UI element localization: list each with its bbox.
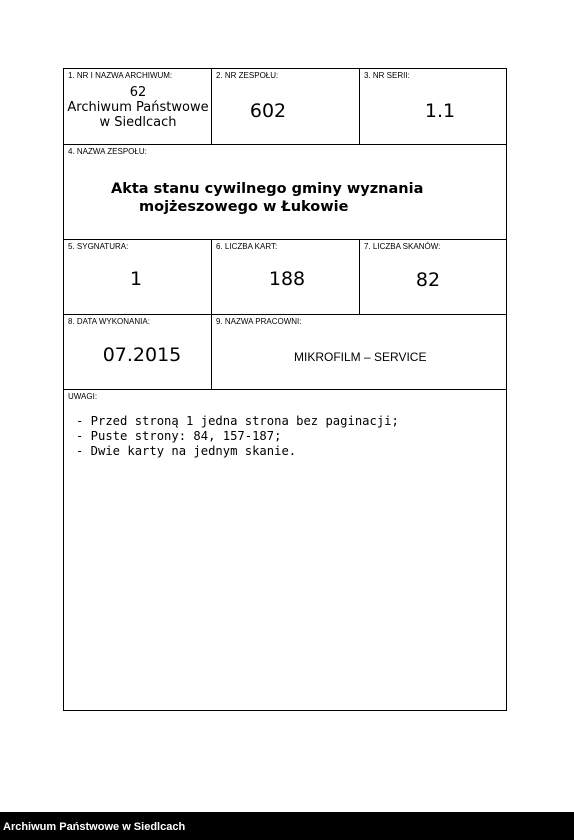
fond-name-label: 4. NAZWA ZESPOŁU:	[68, 147, 147, 156]
notes-item: - Przed stroną 1 jedna strona bez paginacji;	[76, 414, 399, 428]
notes-list	[76, 414, 399, 459]
scans-count-value: 82	[415, 269, 441, 291]
archive-number: 62	[129, 85, 147, 100]
notes-cell	[64, 390, 507, 711]
signature-label: 5. SYGNATURA:	[68, 242, 129, 251]
scans-count-label: 7. LICZBA SKANÓW:	[364, 242, 441, 251]
series-number-cell	[360, 69, 507, 144]
date-value: 07.2015	[102, 344, 182, 366]
archive-name	[64, 85, 212, 130]
footer-bar	[0, 812, 574, 840]
scans-count-cell	[360, 240, 507, 314]
signature-value: 1	[129, 268, 143, 290]
signature-cell	[64, 240, 212, 314]
footer-archive-name: Archiwum Państwowe w Siedlcach	[3, 821, 186, 833]
fond-number-cell	[212, 69, 360, 144]
fond-name-line1: Akta stanu cywilnego gminy wyznania	[111, 181, 424, 197]
archive-name-line1: Archiwum Państwowe	[67, 100, 209, 115]
archive-label: 1. NR I NAZWA ARCHIWUM:	[68, 71, 173, 80]
fond-number-label: 2. NR ZESPOŁU:	[216, 71, 279, 80]
archival-metadata-card	[63, 68, 507, 711]
notes-label: UWAGI:	[68, 392, 98, 401]
archive-cell	[64, 69, 212, 144]
notes-item: - Puste strony: 84, 157-187;	[76, 429, 282, 443]
lab-label: 9. NAZWA PRACOWNI:	[216, 317, 302, 326]
date-cell	[64, 315, 212, 389]
fond-name-cell	[64, 145, 507, 239]
fond-name-line2: mojżeszowego w Łukowie	[139, 199, 349, 215]
archive-name-line2: w Siedlcach	[99, 115, 177, 130]
pages-count-label: 6. LICZBA KART:	[216, 242, 278, 251]
pages-count-value: 188	[268, 268, 306, 290]
notes-item: - Dwie karty na jednym skanie.	[76, 444, 297, 458]
series-number-value: 1.1	[424, 100, 456, 122]
fond-number-value: 602	[249, 100, 287, 122]
lab-cell	[212, 315, 507, 389]
lab-value: MIKROFILM – SERVICE	[294, 350, 427, 364]
pages-count-cell	[212, 240, 360, 314]
date-label: 8. DATA WYKONANIA:	[68, 317, 150, 326]
series-number-label: 3. NR SERII:	[364, 71, 410, 80]
